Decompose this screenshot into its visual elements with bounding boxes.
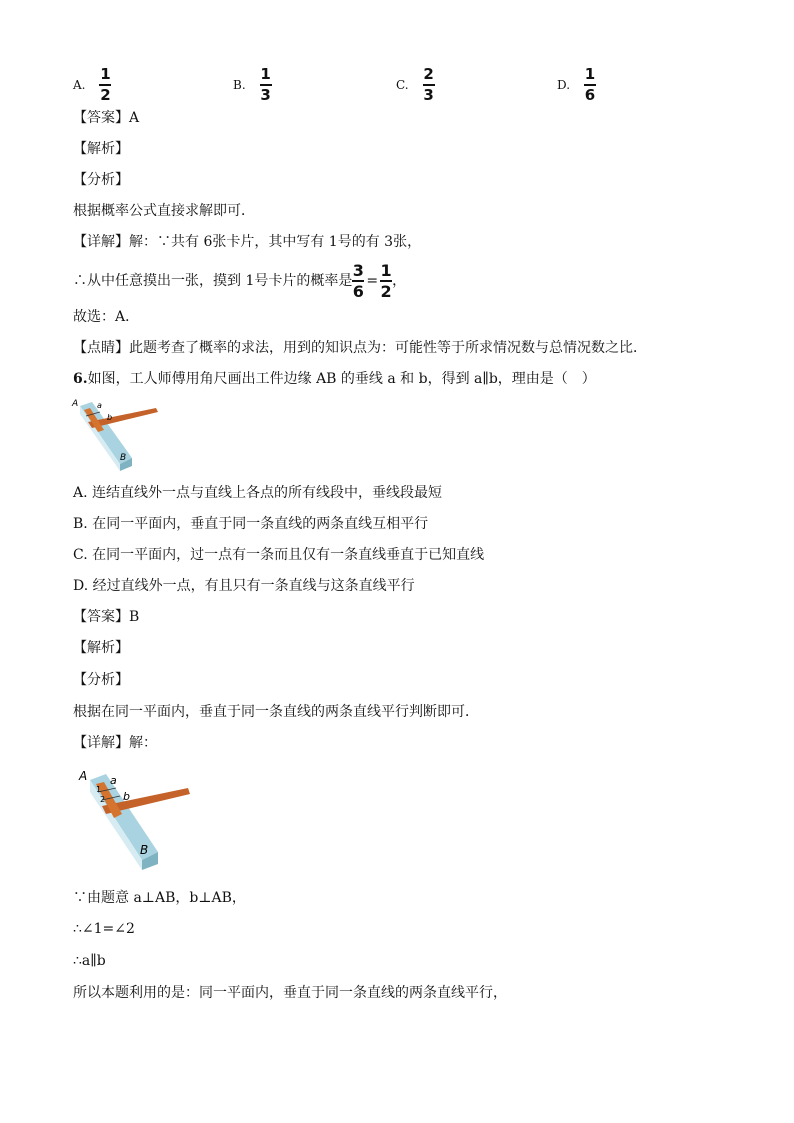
- q5-detail-2-text: ∴从中任意摸出一张，摸到 1号卡片的概率是: [73, 273, 353, 289]
- q6-option-a: A. 连结直线外一点与直线上各点的所有线段中，垂线段最短: [73, 485, 443, 501]
- question-number: 6.: [73, 371, 88, 387]
- q6-option-c: C. 在同一平面内，过一点有一条而且仅有一条直线垂直于已知直线: [73, 547, 485, 563]
- numerator: 2: [423, 65, 434, 83]
- q6-fenxi-text: 根据在同一平面内，垂直于同一条直线的两条直线平行判断即可．: [73, 704, 479, 720]
- fraction: [423, 66, 435, 104]
- label-A: A: [79, 769, 88, 783]
- fraction: [584, 66, 596, 104]
- q5-fenxi: 【分析】: [73, 172, 129, 188]
- denominator: 3: [423, 85, 434, 104]
- numerator: 1: [584, 65, 596, 83]
- q6-step-3: ∴a∥b: [73, 953, 106, 969]
- q5-jiexi: 【解析】: [73, 141, 129, 157]
- q5-choose: 故选：A．: [73, 309, 140, 325]
- q6-jiexi: 【解析】: [73, 640, 129, 656]
- q6-detail: 【详解】解：: [73, 735, 157, 751]
- q6-step-2: ∴∠1=∠2: [73, 921, 135, 937]
- q6-conclusion: 所以本题利用的是：同一平面内，垂直于同一条直线的两条直线平行，: [73, 985, 507, 1001]
- numerator: 1: [100, 65, 111, 83]
- q5-detail-1: 【详解】解：∵共有 6张卡片，其中写有 1号的有 3张，: [73, 234, 422, 250]
- tool-figure-1: [70, 396, 162, 472]
- fraction: [352, 262, 364, 300]
- option-label: C.: [396, 77, 409, 92]
- question-text: 如图，工人师傅用角尺画出工件边缘 AB 的垂线 a 和 b，得到 a∥b，理由是（ ）: [87, 371, 596, 387]
- numerator: 1: [260, 65, 271, 83]
- label-a: a: [110, 774, 117, 787]
- comma: ，: [392, 273, 407, 289]
- denominator: 6: [584, 85, 596, 104]
- option-label: A.: [73, 77, 86, 92]
- option-d: [557, 66, 596, 104]
- denominator: 2: [380, 281, 392, 301]
- q6-fenxi: 【分析】: [73, 672, 129, 688]
- option-b: [233, 66, 272, 104]
- option-label: B.: [233, 77, 246, 92]
- q6-step-1: ∵由题意 a⊥AB，b⊥AB，: [73, 890, 246, 906]
- denominator: 6: [352, 281, 364, 301]
- fraction: [380, 262, 392, 300]
- equals-sign: =: [366, 273, 379, 289]
- option-label: D.: [557, 77, 571, 92]
- q5-fenxi-text: 根据概率公式直接求解即可．: [73, 203, 255, 219]
- q5-dianjing: 【点睛】此题考查了概率的求法，用到的知识点为：可能性等于所求情况数与总情况数之比．: [73, 340, 647, 356]
- q6-option-d: D. 经过直线外一点，有且只有一条直线与这条直线平行: [73, 578, 415, 594]
- q6-option-b: B. 在同一平面内，垂直于同一条直线的两条直线互相平行: [73, 516, 429, 532]
- q6-answer: 【答案】B: [73, 609, 140, 625]
- fraction: [260, 66, 272, 104]
- label-angle-2: 2: [100, 795, 106, 804]
- numerator: 3: [352, 261, 364, 281]
- denominator: 2: [100, 85, 111, 104]
- label-b: b: [123, 790, 130, 803]
- fraction: [99, 66, 111, 104]
- q5-answer: 【答案】A: [73, 110, 140, 126]
- tool-figure-2: [76, 766, 194, 870]
- label-A: A: [72, 399, 79, 409]
- label-B: B: [120, 453, 127, 463]
- probability-expression: [352, 262, 392, 300]
- label-a: a: [97, 401, 102, 410]
- q6-stem: [73, 369, 596, 389]
- numerator: 1: [380, 261, 392, 281]
- option-c: [396, 66, 435, 104]
- label-B: B: [140, 843, 149, 857]
- denominator: 3: [260, 85, 271, 104]
- label-b: b: [107, 413, 113, 422]
- label-angle-1: 1: [96, 785, 102, 794]
- q5-detail-2: [73, 262, 406, 300]
- option-a: [73, 66, 111, 104]
